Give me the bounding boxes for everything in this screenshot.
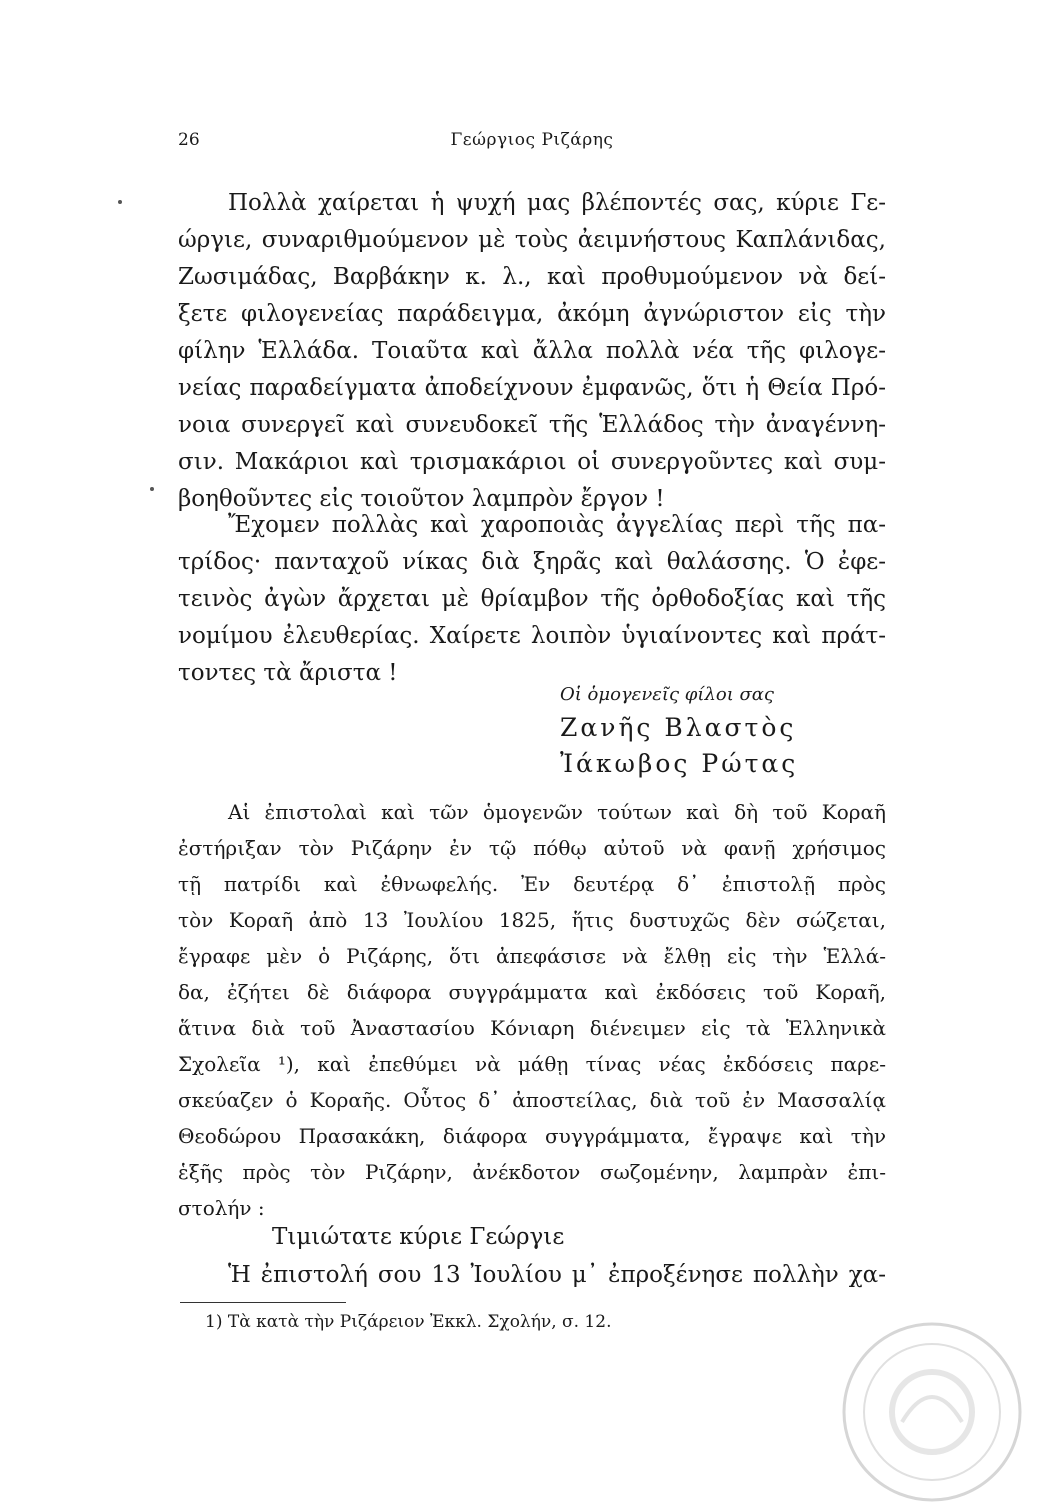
text-line: νομίμου ἐλευθερίας. Χαίρετε λοιπὸν ὑγιαίνοντες καὶ πράτ- bbox=[178, 623, 886, 649]
text-line: νοια συνεργεῖ καὶ συνευδοκεῖ τῆς Ἑλλάδος τὴν ἀναγέννη- bbox=[178, 412, 886, 438]
text-line: βοηθοῦντες εἰς τοιοῦτον λαμπρὸν ἔργον ! bbox=[178, 486, 665, 512]
text-line: τεινὸς ἀγὼν ἄρχεται μὲ θρίαμβον τῆς ὀρθοδοξίας καὶ τῆς bbox=[178, 586, 886, 612]
letter-paragraph-2 bbox=[178, 507, 886, 692]
library-stamp-icon bbox=[822, 1302, 1032, 1512]
text-line: Ἡ ἐπιστολή σου 13 Ἰουλίου μ᾽ ἐπροξένησε πολλὴν χα- bbox=[228, 1262, 886, 1288]
page-number: 26 bbox=[178, 130, 200, 150]
text-line: τῇ πατρίδι καὶ ἐθνωφελής. Ἐν δευτέρᾳ δ᾽ ἐπιστολῇ πρὸς bbox=[178, 872, 886, 896]
text-line: ἑξῆς πρὸς τὸν Ριζάρην, ἀνέκδοτον σωζομένην, λαμπρὰν ἐπι- bbox=[178, 1160, 886, 1184]
text-line: φίλην Ἑλλάδα. Τοιαῦτα καὶ ἄλλα πολλὰ νέα τῆς φιλογε- bbox=[178, 338, 886, 364]
text-line: ώργιε, συναριθμούμενον μὲ τοὺς ἀειμνήστους Καπλάνιδας, bbox=[178, 227, 886, 253]
text-line: ἔγραφε μὲν ὁ Ριζάρης, ὅτι ἀπεφάσισε νὰ ἔλθῃ εἰς τὴν Ἑλλά- bbox=[178, 944, 886, 968]
footnote-rule bbox=[180, 1302, 346, 1303]
text-line: ξετε φιλογενείας παράδειγμα, ἀκόμη ἀγνώριστον εἰς τὴν bbox=[178, 301, 886, 327]
text-line: τοντες τὰ ἄριστα ! bbox=[178, 660, 398, 686]
text-line: Αἱ ἐπιστολαὶ καὶ τῶν ὁμογενῶν τούτων καὶ δὴ τοῦ Κοραῆ bbox=[228, 800, 886, 824]
text-line: Ζωσιμάδας, Βαρβάκην κ. λ., καὶ προθυμούμενον νὰ δεί- bbox=[178, 264, 886, 290]
margin-mark bbox=[118, 200, 122, 204]
letter-greeting: Τιμιώτατε κύριε Γεώργιε bbox=[272, 1224, 565, 1250]
page-header bbox=[178, 130, 886, 160]
text-line: στολήν : bbox=[178, 1196, 265, 1220]
signature-block bbox=[560, 680, 900, 782]
text-line: τὸν Κοραῆ ἀπὸ 13 Ἰουλίου 1825, ἥτις δυστυχῶς δὲν σώζεται, bbox=[178, 908, 886, 932]
signer-name: Ζανῆς Βλαστὸς bbox=[560, 713, 797, 742]
letter-opening-line bbox=[178, 1257, 886, 1294]
text-line: ἐστήριξαν τὸν Ριζάρην ἐν τῷ πόθῳ αὐτοῦ νὰ φανῇ χρήσιμος bbox=[178, 836, 886, 860]
text-line: τρίδος· πανταχοῦ νίκας διὰ ξηρᾶς καὶ θαλάσσης. Ὁ ἐφε- bbox=[178, 549, 886, 575]
text-line: δα, ἐζήτει δὲ διάφορα συγγράμματα καὶ ἐκδόσεις τοῦ Κοραῆ, bbox=[178, 980, 886, 1004]
text-line: Πολλὰ χαίρεται ἡ ψυχή μας βλέποντές σας, κύριε Γε- bbox=[228, 190, 886, 216]
margin-mark bbox=[150, 487, 154, 491]
closing-phrase: Οἱ ὁμογενεῖς φίλοι σας bbox=[560, 684, 774, 705]
letter-paragraph-1 bbox=[178, 185, 886, 518]
text-line: σιν. Μακάριοι καὶ τρισμακάριοι οἱ συνεργοῦντες καὶ συμ- bbox=[178, 449, 886, 475]
text-line: σκεύαζεν ὁ Κοραῆς. Οὗτος δ᾽ ἀποστείλας, διὰ τοῦ ἐν Μασσαλίᾳ bbox=[178, 1088, 886, 1112]
signer-name: Ἰάκωβος Ρώτας bbox=[560, 749, 799, 778]
narrative-paragraph bbox=[178, 794, 886, 1226]
text-line: ἅτινα διὰ τοῦ Ἀναστασίου Κόνιαρη διένειμεν εἰς τὰ Ἑλληνικὰ bbox=[178, 1016, 886, 1040]
text-line: Σχολεῖα ¹), καὶ ἐπεθύμει νὰ μάθῃ τίνας νέας ἐκδόσεις παρε- bbox=[178, 1052, 886, 1076]
text-line: Ἔχομεν πολλὰς καὶ χαροποιὰς ἀγγελίας περὶ τῆς πα- bbox=[228, 512, 886, 538]
text-line: νείας παραδείγματα ἀποδείχνουν ἐμφανῶς, ὅτι ἡ Θεία Πρό- bbox=[178, 375, 886, 401]
footnote: 1) Τὰ κατὰ τὴν Ριζάρειον Ἐκκλ. Σχολήν, σ. 12. bbox=[205, 1312, 612, 1332]
running-title: Γεώργιος Ριζάρης bbox=[450, 130, 614, 150]
text-line: Θεοδώρου Πρασακάκη, διάφορα συγγράμματα, ἔγραψε καὶ τὴν bbox=[178, 1124, 886, 1148]
